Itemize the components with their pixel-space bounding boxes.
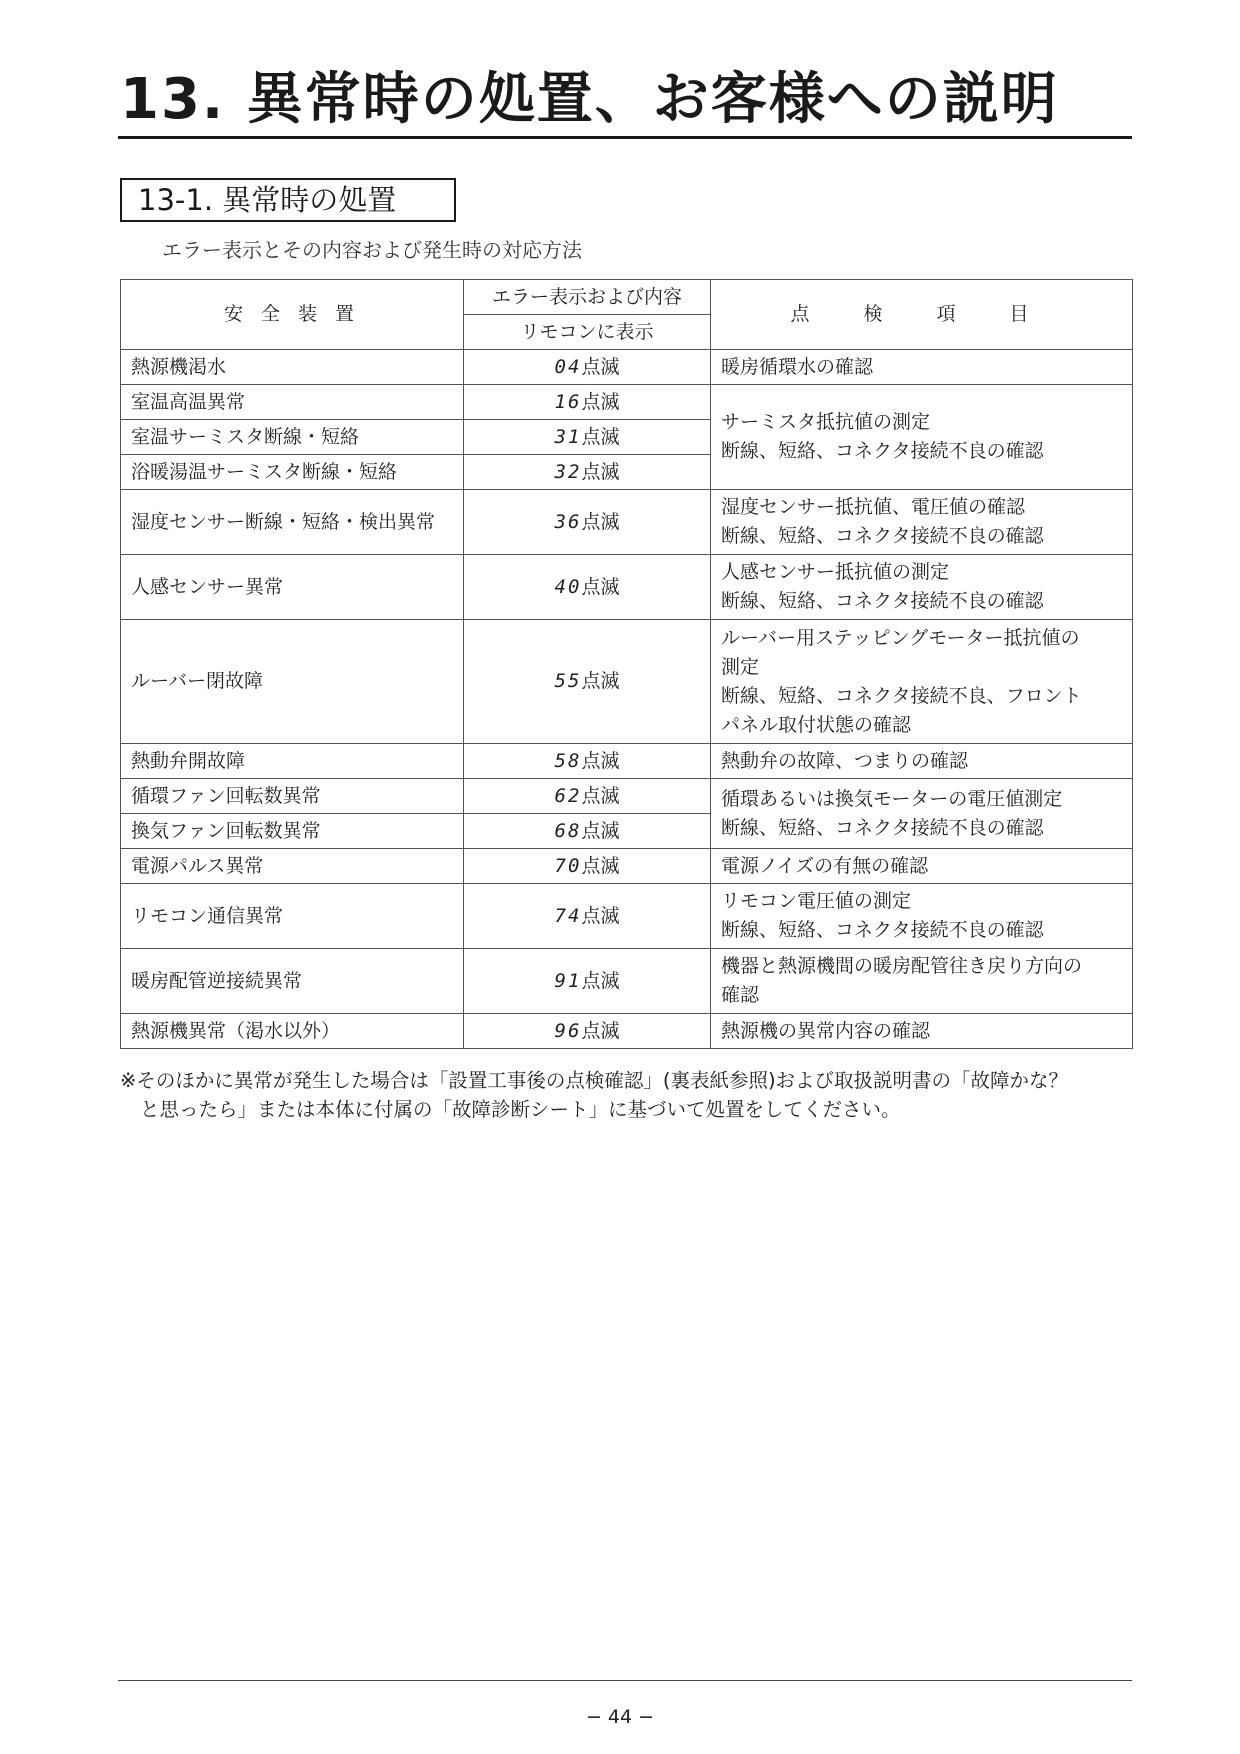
check-cell [711, 744, 1133, 779]
error-table [120, 279, 1133, 1049]
code-cell [464, 744, 711, 779]
device-cell: ルーバー閉故障 [121, 620, 464, 744]
code-cell [464, 814, 711, 849]
device-cell: 電源パルス異常 [121, 849, 464, 884]
blink-label: 点滅 [581, 819, 620, 842]
check-line: 確認 [721, 984, 760, 1006]
code-cell [464, 350, 711, 385]
error-code: 70 [554, 854, 582, 877]
device-cell: リモコン通信異常 [121, 884, 464, 949]
code-cell [464, 455, 711, 490]
section-title: 13-1. 異常時の処置 [120, 178, 456, 222]
check-line: 熱動弁の故障、つまりの確認 [721, 749, 969, 772]
code-cell [464, 1014, 711, 1049]
check-line: 人感センサー抵抗値の測定 [721, 561, 950, 583]
error-code: 40 [554, 575, 582, 598]
check-line: 断線、短絡、コネクタ接続不良、フロント [721, 684, 1082, 707]
code-cell [464, 620, 711, 744]
error-code: 68 [554, 819, 582, 842]
check-line: 断線、短絡、コネクタ接続不良の確認 [721, 525, 1044, 547]
table-row [121, 779, 1133, 814]
section-subtitle: エラー表示とその内容および発生時の対応方法 [162, 238, 582, 262]
check-cell [711, 884, 1133, 949]
table-row [121, 385, 1133, 420]
code-cell [464, 949, 711, 1014]
blink-label: 点滅 [581, 670, 620, 692]
device-cell: 人感センサー異常 [121, 555, 464, 620]
table-row [121, 350, 1133, 385]
error-code: 55 [554, 670, 582, 692]
error-code: 74 [554, 904, 582, 927]
table-row [121, 884, 1133, 949]
check-line: ルーバー用ステッピングモーター抵抗値の [721, 626, 1080, 649]
footnote-line: と思ったら」または本体に付属の「故障診断シート」に基づいて処置をしてください。 [140, 1098, 901, 1121]
error-code: 36 [554, 510, 582, 533]
blink-label: 点滅 [581, 460, 620, 483]
device-cell: 浴暖湯温サーミスタ断線・短絡 [121, 455, 464, 490]
code-cell [464, 490, 711, 555]
check-line: 暖房循環水の確認 [721, 355, 874, 378]
check-cell [711, 949, 1133, 1014]
check-line: 断線、短絡、コネクタ接続不良の確認 [721, 440, 1044, 462]
chapter-title: 13. 異常時の処置、お客様への説明 [120, 67, 1059, 132]
error-code: 58 [554, 749, 582, 772]
check-line: 機器と熱源機間の暖房配管往き戻り方向の [721, 955, 1083, 977]
table-row [121, 555, 1133, 620]
device-cell: 循環ファン回転数異常 [121, 779, 464, 814]
table-row [121, 949, 1133, 1014]
device-cell: 換気ファン回転数異常 [121, 814, 464, 849]
check-cell [711, 490, 1133, 555]
table-header-row [121, 280, 1133, 315]
chapter-divider [118, 136, 1132, 139]
check-line: リモコン電圧値の測定 [721, 890, 912, 912]
blink-label: 点滅 [581, 425, 620, 448]
device-cell: 暖房配管逆接続異常 [121, 949, 464, 1014]
device-cell: 湿度センサー断線・短絡・検出異常 [121, 490, 464, 555]
check-line: 湿度センサー抵抗値、電圧値の確認 [721, 496, 1026, 518]
blink-label: 点滅 [581, 749, 620, 772]
error-code: 32 [554, 460, 582, 483]
check-cell [711, 849, 1133, 884]
check-cell [711, 350, 1133, 385]
device-cell: 熱源機異常（渇水以外） [121, 1014, 464, 1049]
blink-label: 点滅 [581, 575, 620, 598]
blink-label: 点滅 [581, 784, 620, 807]
blink-label: 点滅 [581, 390, 620, 413]
check-line: サーミスタ抵抗値の測定 [721, 411, 931, 433]
table-row [121, 620, 1133, 744]
check-cell [711, 385, 1133, 490]
error-code: 96 [554, 1019, 582, 1042]
check-line: パネル取付状態の確認 [721, 713, 912, 736]
blink-label: 点滅 [581, 969, 620, 992]
header-display-sub: リモコンに表示 [464, 315, 711, 350]
device-cell: 室温高温異常 [121, 385, 464, 420]
error-code: 31 [554, 425, 582, 448]
blink-label: 点滅 [581, 854, 620, 877]
code-cell [464, 849, 711, 884]
table-row [121, 744, 1133, 779]
code-cell [464, 420, 711, 455]
code-cell [464, 779, 711, 814]
code-cell [464, 385, 711, 420]
check-line: 断線、短絡、コネクタ接続不良の確認 [721, 816, 1044, 839]
error-code: 04 [554, 355, 582, 378]
device-cell: 熱源機渇水 [121, 350, 464, 385]
code-cell [464, 884, 711, 949]
table-row [121, 849, 1133, 884]
check-line: 熱源機の異常内容の確認 [721, 1019, 931, 1042]
page-number: − 44 − [585, 1706, 655, 1728]
blink-label: 点滅 [581, 510, 620, 533]
check-line: 電源ノイズの有無の確認 [721, 854, 929, 877]
header-check: 点 検 項 目 [711, 280, 1133, 350]
device-cell: 室温サーミスタ断線・短絡 [121, 420, 464, 455]
error-code: 16 [554, 390, 582, 413]
footnote-line: ※そのほかに異常が発生した場合は「設置工事後の点検確認」(裏表紙参照)および取扱説明書の「故障かな？ [120, 1069, 1069, 1092]
error-code: 62 [554, 784, 582, 807]
footnote [120, 1066, 1140, 1124]
footer-divider [118, 1680, 1132, 1681]
blink-label: 点滅 [581, 355, 620, 378]
header-display-group: エラー表示および内容 [464, 280, 711, 315]
table-row [121, 490, 1133, 555]
code-cell [464, 555, 711, 620]
blink-label: 点滅 [581, 1019, 620, 1042]
blink-label: 点滅 [581, 904, 620, 927]
check-line: 断線、短絡、コネクタ接続不良の確認 [721, 590, 1044, 612]
check-cell [711, 555, 1133, 620]
error-code: 91 [554, 969, 582, 992]
check-cell [711, 620, 1133, 744]
check-line: 測定 [721, 655, 760, 678]
table-row [121, 1014, 1133, 1049]
header-device: 安 全 装 置 [121, 280, 464, 350]
check-line: 断線、短絡、コネクタ接続不良の確認 [721, 919, 1044, 941]
check-cell [711, 779, 1133, 849]
check-line: 循環あるいは換気モーターの電圧値測定 [721, 787, 1063, 810]
check-cell [711, 1014, 1133, 1049]
device-cell: 熱動弁開故障 [121, 744, 464, 779]
